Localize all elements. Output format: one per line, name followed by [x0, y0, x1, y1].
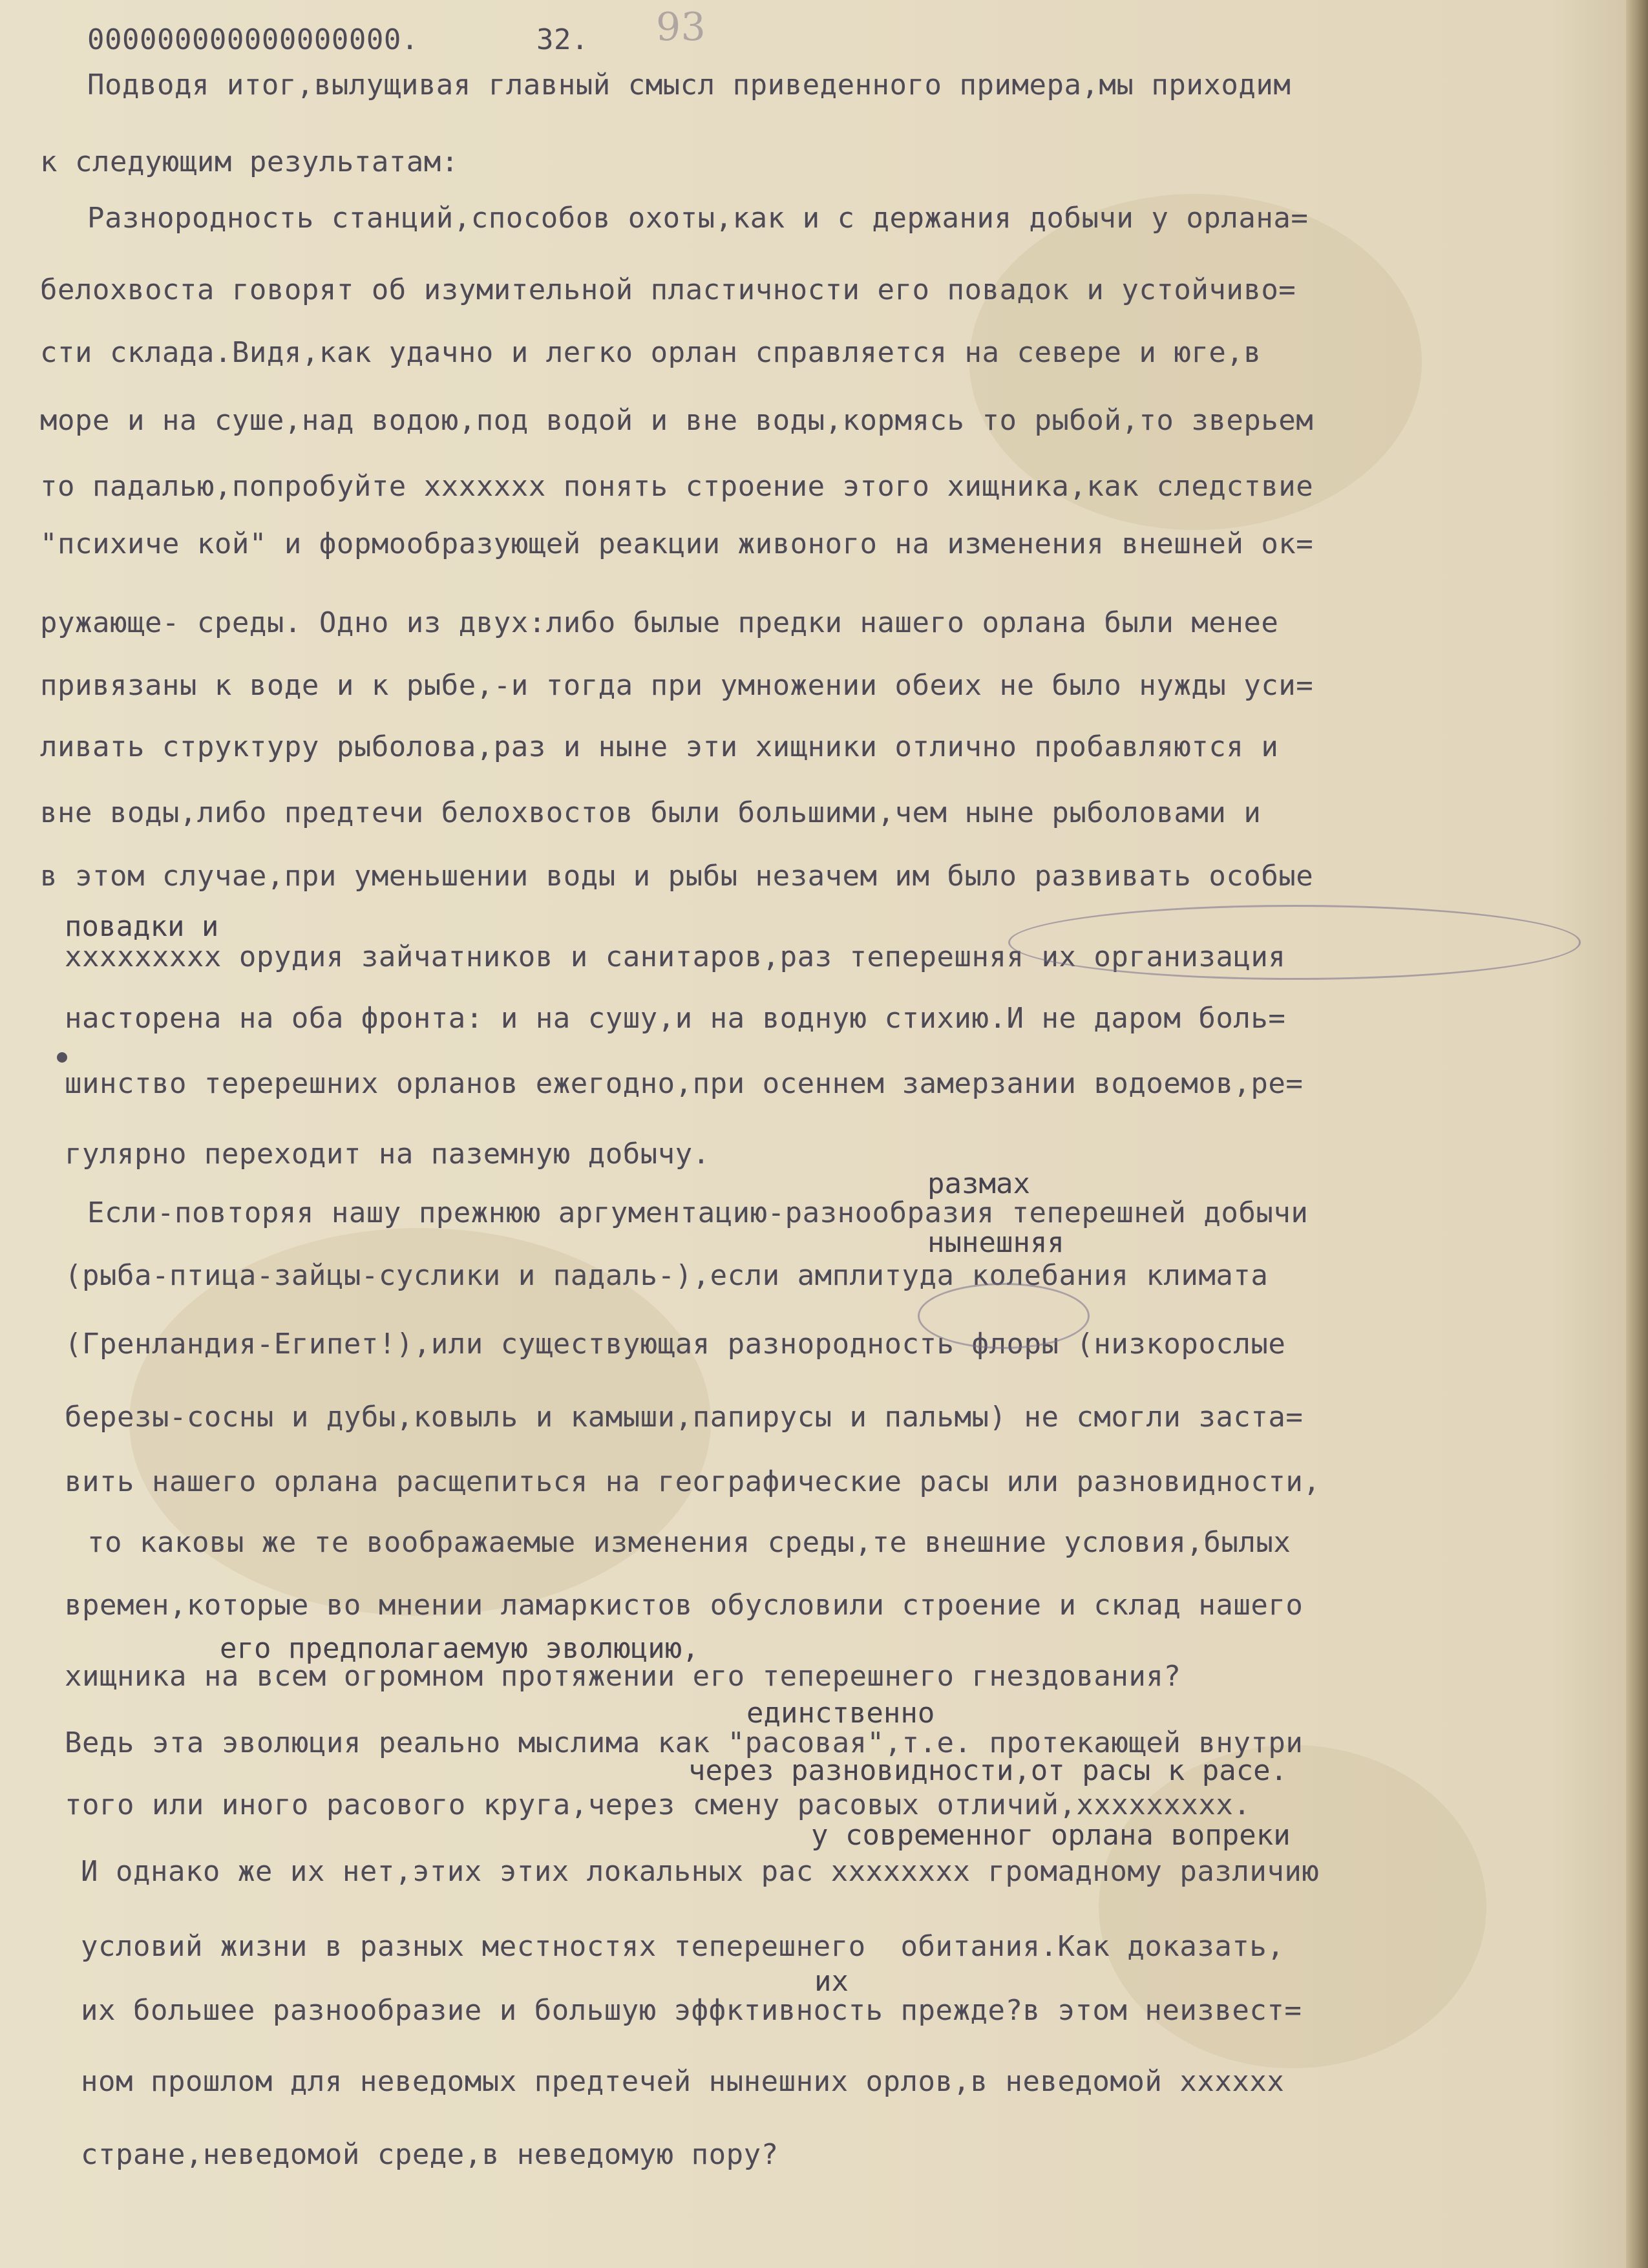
text-line: стране,неведомой среде,в неведомую пору?	[81, 2138, 779, 2171]
inserted-text: повадки и	[65, 910, 219, 943]
text-line: условий жизни в разных местностях теперешнего обитания.Как доказать,	[81, 1930, 1285, 1963]
text-line: вить нашего орлана расщепиться на географические расы или разновидности,	[65, 1465, 1321, 1498]
text-line: вне воды,либо предтечи белохвостов были большими,чем ныне рыболовами и	[40, 796, 1262, 829]
text-line: Ведь эта эволюция реально мыслима как "расовая",т.е. протекающей внутри	[65, 1726, 1304, 1759]
text-line: привязаны к воде и к рыбе,-и тогда при умножении обеих не было нужды уси=	[40, 669, 1314, 702]
text-line: к следующим результатам:	[40, 145, 459, 178]
text-line: ливать структуру рыболова,раз и ныне эти хищники отлично пробавляются и	[40, 730, 1279, 763]
text-line: ном прошлом для неведомых предтечей нынешних орлов,в неведомой xxxxxx	[81, 2065, 1285, 2098]
text-line: шинство теререшних орланов ежегодно,при осеннем замерзании водоемов,ре=	[65, 1067, 1304, 1100]
ink-dot	[57, 1052, 67, 1063]
page-number: 32.	[536, 23, 589, 56]
text-line: море и на суше,над водою,под водой и вне воды,кормясь то рыбой,то зверьем	[40, 404, 1314, 437]
text-line: ружающе- среды. Одно из двух:либо былые предки нашего орлана были менее	[40, 606, 1279, 639]
binding-edge	[1626, 0, 1648, 2268]
text-line: сти склада.Видя,как удачно и легко орлан справляется на севере и юге,в	[40, 336, 1262, 369]
text-line: белохвоста говорят об изумительной пластичности его повадок и устойчиво=	[40, 273, 1296, 306]
inserted-text: нынешняя	[927, 1226, 1064, 1259]
text-line: (рыба-птица-зайцы-суслики и падаль-),если амплитуда колебания климата	[65, 1259, 1269, 1292]
pencil-page-mark: 93	[656, 5, 706, 50]
text-line: Разнородность станций,способов охоты,как и с держания добычи у орлана=	[87, 202, 1309, 235]
text-line: "психиче кой" и формообразующей реакции живоного на изменения внешней ок=	[40, 527, 1314, 560]
text-line: то каковы же те воображаемые изменения среды,те внешние условия,былых	[87, 1526, 1291, 1559]
inserted-text: у современног орлана вопреки	[811, 1819, 1291, 1852]
inserted-text: его предполагаемую эволюцию,	[220, 1632, 699, 1665]
inserted-text: их	[814, 1965, 849, 1998]
text-line: времен,которые во мнении ламаркистов обусловили строение и склад нашего	[65, 1589, 1304, 1622]
text-line: xxxxxxxxx орудия зайчатников и санитаров,раз теперешняя их организация	[65, 940, 1286, 973]
pencil-underline-arc	[1008, 905, 1581, 980]
text-line: березы-сосны и дубы,ковыль и камыши,папирусы и пальмы) не смогли заста=	[65, 1401, 1304, 1434]
text-line: насторена на оба фронта: и на сушу,и на водную стихию.И не даром боль=	[65, 1002, 1286, 1035]
text-line: (Гренландия-Египет!),или существующая разнородность флоры (низкорослые	[65, 1328, 1286, 1361]
text-line: их большее разнообразие и большую эффктивность прежде?в этом неизвест=	[81, 1994, 1302, 2027]
text-line: Подводя итог,вылущивая главный смысл приведенного примера,мы приходим	[87, 69, 1291, 101]
text-line: то падалью,попробуйте xxxxxxx понять строение этого хищника,как следствие	[40, 470, 1314, 503]
inserted-text: через разновидности,от расы к расе.	[688, 1754, 1288, 1787]
text-line: хищника на всем огромном протяжении его теперешнего гнездования?	[65, 1660, 1181, 1693]
text-line: гулярно переходит на паземную добычу.	[65, 1138, 710, 1171]
inserted-text: размах	[927, 1167, 1030, 1200]
pencil-circle	[918, 1283, 1090, 1349]
text-line: того или иного расового круга,через смену расовых отличий,xxxxxxxxx.	[65, 1788, 1251, 1821]
text-line: Если-повторяя нашу прежнюю аргументацию-разнообразия теперешней добычи	[87, 1196, 1309, 1229]
page-serial: 000000000000000000.	[87, 23, 419, 56]
text-line: И однако же их нет,этих этих локальных рас xxxxxxxx громадному различию	[81, 1855, 1320, 1888]
text-line: в этом случае,при уменьшении воды и рыбы незачем им было развивать особые	[40, 860, 1314, 893]
inserted-text: единственно	[746, 1697, 935, 1730]
